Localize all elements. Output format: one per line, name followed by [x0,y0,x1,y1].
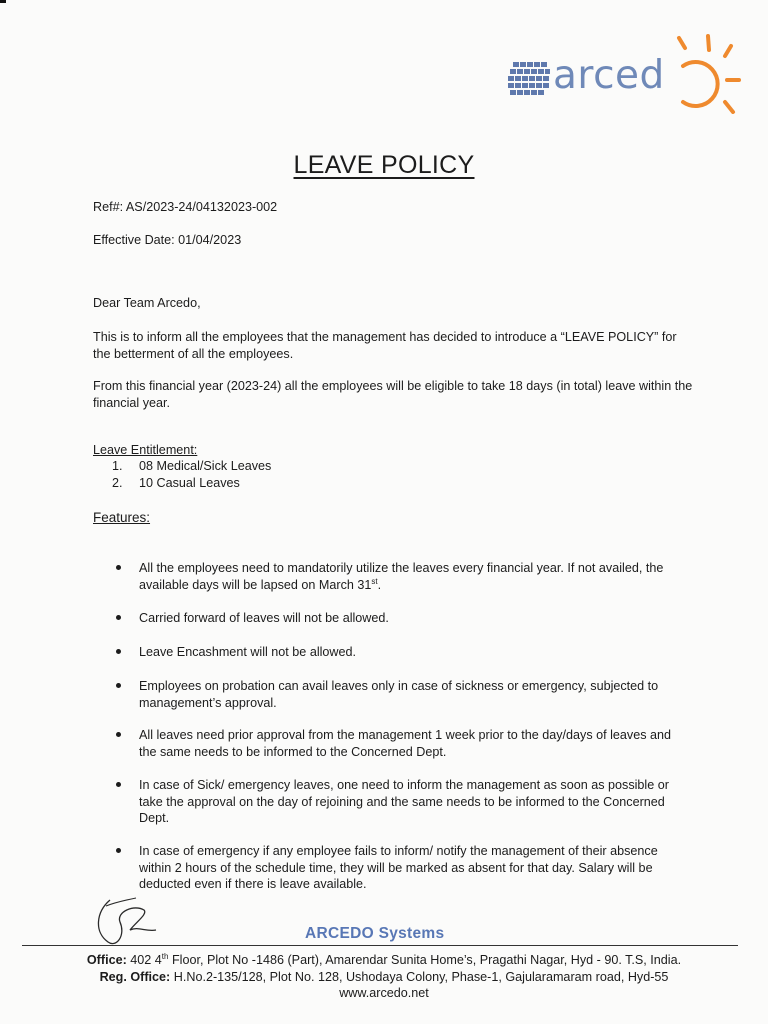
logo-wordmark: arced [553,53,665,98]
feature-text: Employees on probation can avail leaves only in case of sickness or emergency, subjected to management’s approval. [139,679,659,710]
company-name: ARCEDO Systems [305,925,445,942]
reference-number: Ref#: AS/2023-24/04132023-002 [93,200,278,214]
list-item-number: 2. [112,475,123,490]
entitlement-list [112,458,271,491]
bullet-icon [116,649,121,654]
intro-paragraph: This is to inform all the employees that the management has decided to introduce a “LEAVE POLICY” for the betterment of all the employees. [93,330,677,361]
document-title-text: LEAVE POLICY [293,151,475,179]
logo-panel-icon [507,60,551,98]
list-item-number: 1. [112,459,123,473]
eligibility-paragraph: From this financial year (2023-24) all the employees will be eligible to take 18 days (in total) leave within the financial year. [93,379,693,410]
feature-text: Leave Encashment will not be allowed. [139,645,357,659]
bullet-icon [116,615,121,620]
list-item-text: 10 Casual Leaves [139,475,240,490]
bullet-icon [116,683,121,688]
footer-divider [22,945,738,946]
bullet-icon [116,732,121,737]
list-item [112,475,271,492]
feature-text: All the employees need to mandatorily utilize the leaves every financial year. If not availed, the available days will be lapsed on March 31st. [139,561,664,592]
office-address [0,952,768,986]
website-link[interactable]: www.arcedo.net [339,986,429,1000]
reg-office-line: Reg. Office: H.No.2-135/128, Plot No. 128, Ushodaya Colony, Phase-1, Gajularamaram road, Hyd-55 [99,970,669,984]
arcedo-logo [505,32,745,114]
list-item [112,458,271,475]
sun-icon [673,32,743,114]
greeting: Dear Team Arcedo, [93,296,201,310]
signature [86,892,166,952]
feature-text: All leaves need prior approval from the management 1 week prior to the day/days of leaves and the same needs to be informed to the Concerned Dept. [139,728,672,759]
features-heading: Features: [93,510,151,525]
feature-text: In case of Sick/ emergency leaves, one need to inform the management as soon as possible or take the approval on the day of rejoining and the same needs to be informed to the Concerned Dept. [139,778,669,825]
bullet-icon [116,565,121,570]
effective-date: Effective Date: 01/04/2023 [93,233,242,247]
list-item-text: 08 Medical/Sick Leaves [139,459,272,473]
scan-corner-mark [0,0,6,3]
feature-text: In case of emergency if any employee fails to inform/ notify the management of their absence within 2 hours of the schedule time, they will be marked as absent for that day. Salary will be deducted even if there is leave available. [139,844,658,891]
office-line: Office: 402 4th Floor, Plot No -1486 (Part), Amarendar Sunita Home’s, Pragathi Nagar, Hyd - 90. T.S, India. [86,951,682,967]
bullet-icon [116,782,121,787]
feature-text: Carried forward of leaves will not be allowed. [139,611,389,625]
bullet-icon [116,848,121,853]
entitlement-heading: Leave Entitlement: [93,443,198,457]
document-title [0,151,768,180]
